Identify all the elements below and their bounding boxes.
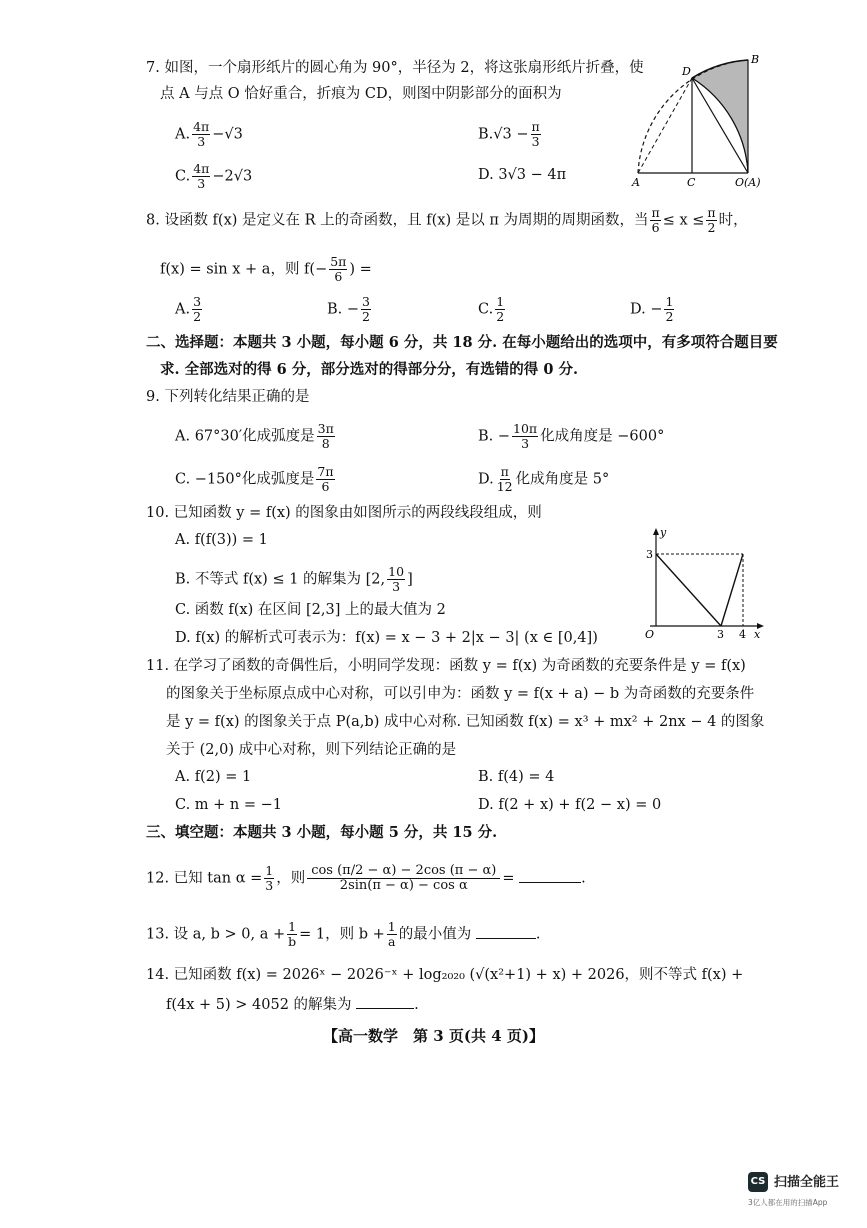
camscanner-tagline: 3亿人都在用的扫描App xyxy=(748,1198,828,1207)
q12-answer-blank[interactable] xyxy=(519,868,581,883)
y-axis-arrow xyxy=(653,528,659,535)
q10-option-b: B. 不等式 f(x) ≤ 1 的解集为 [2, $\frac{10}{3}$ ] xyxy=(175,564,413,594)
q7-option-c: C. $\frac{4\pi}{3}$ −2√3 xyxy=(175,161,253,191)
section3-title: 三、填空题：本题共 3 小题，每小题 5 分，共 15 分. xyxy=(146,824,498,841)
q11-option-d: D. f(2 + x) + f(2 − x) = 0 xyxy=(478,797,662,813)
q11-line3: 是 y = f(x) 的图象关于点 P(a,b) 成中心对称. 已知函数 f(x) = x³ + mx² + 2nx − 4 的图象 xyxy=(166,714,765,730)
q11-line1: 11. 在学习了函数的奇偶性后，小明同学发现：函数 y = f(x) 为奇函数的充要条件是 y = f(x) xyxy=(146,658,746,674)
label-d: D xyxy=(682,65,691,78)
y-label: y xyxy=(660,526,667,539)
q8-line2: f(x) = sin x + a，则 f(− $\frac{5\pi}{6}$ ) = xyxy=(160,254,372,284)
q13-line: 13. 设 a, b > 0, a + $\frac{1}{b}$ = 1，则 b + $\frac{1}{a}$ 的最小值为 . xyxy=(146,919,541,949)
q10-option-c: C. 函数 f(x) 在区间 [2,3] 上的最大值为 2 xyxy=(175,602,446,618)
q7-figure xyxy=(630,48,770,193)
q9-option-a: A. 67°30′化成弧度是 $\frac{3\pi}{8}$ xyxy=(175,421,334,451)
segment-1 xyxy=(656,554,721,626)
label-o: O(A) xyxy=(735,176,761,189)
label-c: C xyxy=(687,176,696,189)
q11-option-c: C. m + n = −1 xyxy=(175,797,282,813)
q10-option-d: D. f(x) 的解析式可表示为：f(x) = x − 3 + 2|x − 3| (x ∈ [0,4]) xyxy=(175,630,598,646)
shaded-region xyxy=(692,60,748,173)
q7-line1: 7. 如图，一个扇形纸片的圆心角为 90°，半径为 2，将这张扇形纸片折叠，使 xyxy=(146,60,644,76)
page-footer: 【高一数学 第 3 页(共 4 页)】 xyxy=(323,1027,544,1045)
q9-option-c: C. −150°化成弧度是 $\frac{7\pi}{6}$ xyxy=(175,464,334,494)
q8-option-b: B. − $\frac{3}{2}$ xyxy=(327,294,370,324)
q7-option-d: D. 3√3 − 4π xyxy=(478,167,567,183)
x-tick-4: 4 xyxy=(739,628,746,641)
q11-line2: 的图象关于坐标原点成中心对称，可以引申为：函数 y = f(x + a) − b 为奇函数的充要条件 xyxy=(166,686,755,702)
y-tick-3: 3 xyxy=(646,548,653,561)
q9-stem: 9. 下列转化结果正确的是 xyxy=(146,389,310,405)
q7-option-a: A. $\frac{4\pi}{3}$ −√3 xyxy=(175,119,243,149)
q14-line2: f(4x + 5) > 4052 的解集为 . xyxy=(166,994,419,1015)
q11-option-a: A. f(2) = 1 xyxy=(175,769,252,785)
q10-graph xyxy=(640,526,766,644)
q11-option-b: B. f(4) = 4 xyxy=(478,769,555,785)
q13-answer-blank[interactable] xyxy=(476,924,536,939)
q9-option-d: D. $\frac{\pi}{12}$ 化成角度是 5° xyxy=(478,464,610,494)
q10-stem: 10. 已知函数 y = f(x) 的图象由如图所示的两段线段组成，则 xyxy=(146,505,542,521)
q8-option-c: C. $\frac{1}{2}$ xyxy=(478,294,505,324)
q14-line1: 14. 已知函数 f(x) = 2026ˣ − 2026⁻ˣ + log₂₀₂₀ (√(x²+1) + x) + 2026，则不等式 f(x) + xyxy=(146,967,744,983)
q8-option-a: A. $\frac{3}{2}$ xyxy=(175,294,202,324)
label-a: A xyxy=(632,176,640,189)
camscanner-logo: CS xyxy=(748,1172,768,1192)
x-tick-3: 3 xyxy=(717,628,724,641)
q12-line: 12. 已知 tan α = $\frac{1}{3}$ ，则 $\frac{\cos (\pi/2 - \alpha) - 2\cos (\pi - \alpha)}{\text{2sin(π − α) − cos α}}$ = . xyxy=(146,863,586,893)
x-label: x xyxy=(754,628,761,641)
q10-option-a: A. f(f(3)) = 1 xyxy=(175,532,268,548)
line-da xyxy=(638,78,692,173)
origin-label: O xyxy=(645,628,655,641)
q8-line1: 8. 设函数 f(x) 是定义在 R 上的奇函数，且 f(x) 是以 π 为周期的周期函数，当 $\frac{\pi}{6}$ ≤ x ≤ $\frac{\pi}{2}$ 时， xyxy=(146,205,748,235)
camscanner-brand: 扫描全能王 xyxy=(774,1175,840,1190)
q11-line4: 关于 (2,0) 成中心对称，则下列结论正确的是 xyxy=(166,742,457,758)
section2-line1: 二、选择题：本题共 3 小题，每小题 6 分，共 18 分. 在每小题给出的选项中，有多项符合题目要 xyxy=(146,334,778,351)
segment-2 xyxy=(721,554,743,626)
section2-line2: 求. 全部选对的得 6 分，部分选对的得部分分，有选错的得 0 分. xyxy=(160,361,579,378)
label-b: B xyxy=(751,53,760,66)
q14-answer-blank[interactable] xyxy=(356,994,414,1009)
q8-option-d: D. − $\frac{1}{2}$ xyxy=(630,294,674,324)
q7-option-b: B.√3 − $\frac{\pi}{3}$ xyxy=(478,119,540,149)
q9-option-b: B. − $\frac{10\pi}{3}$ 化成角度是 −600° xyxy=(478,421,665,451)
q7-line2: 点 A 与点 O 恰好重合，折痕为 CD，则图中阴影部分的面积为 xyxy=(160,86,562,102)
